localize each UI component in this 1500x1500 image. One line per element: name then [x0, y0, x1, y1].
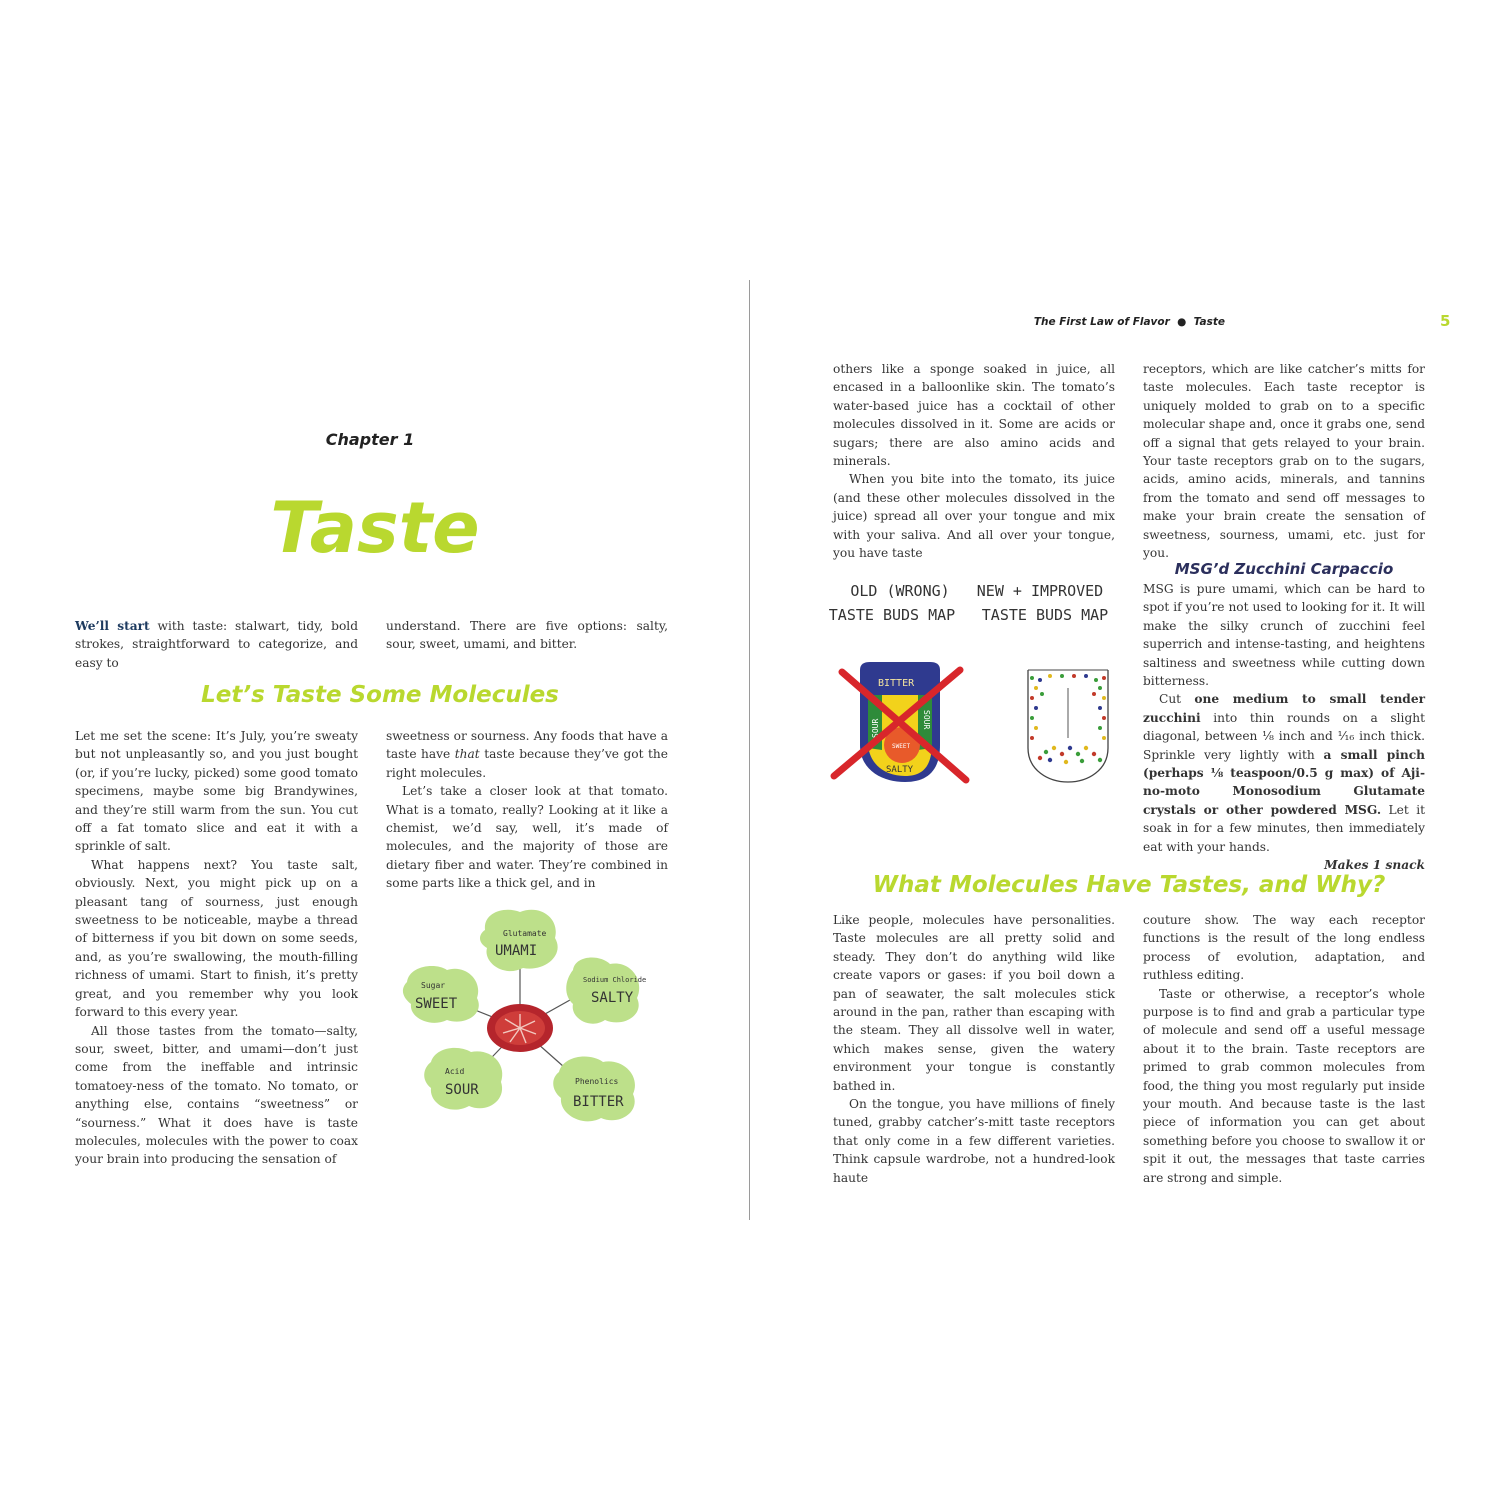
left-col1-body	[75, 727, 358, 1169]
running-head-bullet: ●	[1169, 316, 1194, 328]
intro-col1-text: with taste: stalwart, tidy, bold strokes, straightforward to categorize, and easy to	[75, 619, 358, 670]
paragraph: Like people, molecules have personalities. Taste molecules are all pretty solid and steady. They don’t do anything wild like create vapors or gases: if you boil down a pan of seawater, the salt molecules stick around in the pan, rather than escaping with the steam. They all dissolve well in water, which makes sense, given the watery environment your tongue is constantly bathed in.	[833, 913, 1115, 1093]
paragraph: On the tongue, you have millions of finely tuned, grabby catcher’s-mitt taste receptors that only come in a few different varieties. Think capsule wardrobe, not a hundred-look haute	[833, 1097, 1115, 1185]
chapter-title: Taste	[270, 487, 480, 569]
paragraph: All those tastes from the tomato—salty, sour, sweet, bitter, and umami—don’t just come from the ineffable and intrinsic tomatoey-ness of the tomato. No tomato, or anything else, contains “sweetness” or “sourness.” What it does have is taste molecules, molecules with the power to coax your brain into producing the sensation of	[75, 1023, 358, 1167]
chapter-label: Chapter 1	[325, 430, 415, 449]
paragraph: What happens next? You taste salt, obviously. Next, you might pick up on a pleasant tang of sourness, just enough sweetness to be noticeable, maybe a thread of bitterness if you bit down on some seeds, and, as you’re swallowing, the mouth-filling richness of umami. Start to finish, it’s pretty great, and you remember why you look forward to this every year.	[75, 857, 358, 1020]
blob-small-label: Glutamate	[503, 929, 547, 938]
map-captions	[829, 582, 1108, 624]
new-map-caption-line1: NEW + IMPROVED	[976, 582, 1104, 600]
paragraph: Let’s take a closer look at that tomato. What is a tomato, really? Looking at it like a chemist, we’d say, well, it’s made of molecules, and the majority of those are dietary fiber and water. They’re combined in some parts like a thick gel, and in	[386, 784, 668, 891]
emphasis: that	[454, 747, 480, 762]
old-map-caption-line2: TASTE BUDS MAP	[828, 606, 956, 624]
blob-small-label: Phenolics	[575, 1077, 619, 1086]
recipe-yield: Makes 1 snack	[1324, 858, 1425, 873]
page-number: 5	[1440, 312, 1451, 330]
blob-big-label: SALTY	[591, 990, 634, 1006]
text-run: taste because they’ve got the right molecules.	[386, 747, 668, 780]
running-head-title: The First Law of Flavor	[1033, 316, 1170, 328]
section-heading-molecules-tastes: What Molecules Have Tastes, and Why?	[872, 872, 1386, 898]
blob-bitter	[553, 1057, 635, 1122]
text-run: Cut	[1159, 692, 1195, 707]
zone-sour-right-label: SOUR	[922, 710, 931, 730]
right-col2-top	[1143, 360, 1425, 562]
blob-big-label: UMAMI	[495, 943, 538, 959]
zone-bitter-label: BITTER	[878, 678, 915, 689]
blob-umami	[480, 910, 558, 971]
left-col2-body	[386, 727, 668, 893]
ingredient-zucchini: one medium to small tender zucchini	[1143, 692, 1426, 725]
right-col1-top	[833, 360, 1115, 562]
paragraph	[386, 727, 668, 782]
ingredient-msg: a small pinch (perhaps ⅛ teaspoon/0.5 g max) of Aji-no-moto Monosodium Glutamate crystals or other powdered MSG.	[1143, 747, 1425, 817]
recipe-intro: MSG is pure umami, which can be hard to spot if you’re not used to looking for it. It will make the silky crunch of zucchini feel superrich and intense-tasting, and heightens saltiness and sweetness while cutting down bitterness.	[1143, 582, 1425, 689]
running-head-section: Taste	[1193, 316, 1225, 328]
intro-col2: understand. There are five options: salty, sour, sweet, umami, and bitter.	[386, 619, 668, 652]
blob-big-label: SOUR	[445, 1082, 479, 1098]
recipe-title: MSG’d Zucchini Carpaccio	[1174, 560, 1394, 578]
new-map-caption-line2: TASTE BUDS MAP	[981, 606, 1109, 624]
old-map-caption-line1: OLD (WRONG)	[850, 582, 950, 600]
paragraph: receptors, which are like catcher’s mitts for taste molecules. Each taste receptor is uniquely molded to grab on to a specific molecular shape and, once it grabs one, send off a signal that gets relayed to your brain. Your taste receptors grab on to the sugars, acids, amino acids, minerals, and tannins from the tomato and send off messages to make your brain create the sensation of sweetness, sourness, umami, etc. just for you.	[1143, 362, 1425, 561]
zone-sweet-label: SWEET	[892, 743, 911, 750]
blob-big-label: BITTER	[573, 1094, 624, 1110]
right-col2-bottom	[1143, 911, 1425, 1187]
new-tongue-map	[1028, 670, 1108, 782]
blob-small-label: Sugar	[421, 981, 446, 990]
running-head	[1000, 316, 1225, 328]
paragraph: Taste or otherwise, a receptor’s whole purpose is to find and grab a particular type of molecule and send off a useful message about it to the brain. Taste receptors are primed to grab common molecules from food, the thing you most regularly put inside your mouth. And because taste is the last piece of information you can get about something before you choose to swallow it or spit it out, the messages that taste carries are strong and simple.	[1143, 986, 1425, 1185]
text-run: Let it soak in for a few minutes, then immediately eat with your hands.	[1143, 802, 1425, 854]
page-gutter-divider	[749, 280, 750, 1220]
text-run: sweetness or sourness. Any foods that have a taste have	[386, 729, 668, 762]
paragraph: others like a sponge soaked in juice, all encased in a balloonlike skin. The tomato’s water-based juice has a cocktail of other molecules dissolved in it. Some are acids or sugars; there are also amino acids and minerals.	[833, 362, 1115, 469]
intro-col1	[75, 617, 358, 672]
section-heading-taste-molecules: Let’s Taste Some Molecules	[201, 682, 559, 708]
taste-bud-maps-illustration	[820, 570, 1130, 785]
text-run: into thin rounds on a slight diagonal, between ⅛ inch and ¹⁄₁₆ inch thick. Sprinkle very lightly with	[1143, 710, 1425, 762]
blob-small-label: Acid	[445, 1067, 465, 1076]
paragraph: couture show. The way each receptor functions is the result of the long endless process of evolution, adaptation, and ruthless editing.	[1143, 913, 1425, 983]
intro-lead-in: We’ll start	[75, 619, 150, 633]
tomato-slice	[487, 1004, 553, 1052]
blob-sour	[424, 1048, 502, 1110]
zone-sour-left-label: SOUR	[871, 718, 880, 738]
blob-big-label: SWEET	[415, 996, 458, 1012]
blob-small-label: Sodium Chloride	[583, 976, 647, 984]
right-col1-bottom	[833, 911, 1115, 1187]
recipe-method	[1143, 690, 1425, 856]
paragraph: Let me set the scene: It’s July, you’re sweaty but not unpleasantly so, and you just bought (or, if you’re lucky, picked) some good tomato specimens, maybe some big Brandywines, and they’re still warm from the sun. You cut off a fat tomato slice and eat it with a sprinkle of salt.	[75, 729, 358, 854]
recipe-body	[1143, 580, 1425, 875]
paragraph: When you bite into the tomato, its juice (and these other molecules dissolved in the juice) spread all over your tongue and mix with your saliva. And all over your tongue, you have taste	[833, 472, 1115, 561]
taste-molecules-illustration	[395, 900, 675, 1140]
zone-salty-label: SALTY	[886, 765, 914, 775]
blob-sweet	[403, 966, 479, 1023]
